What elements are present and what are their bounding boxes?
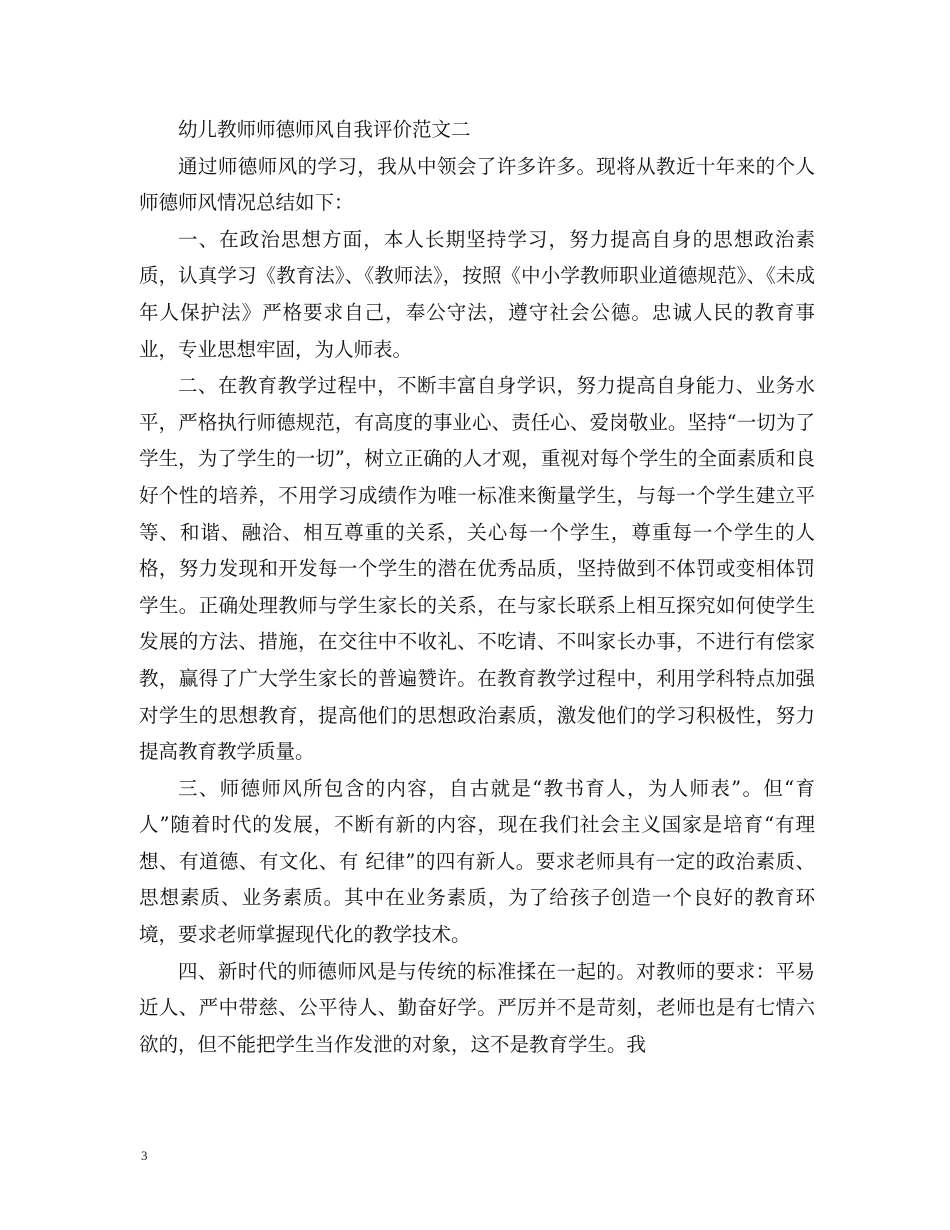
paragraph-teaching-process: 二、在教育教学过程中，不断丰富自身学识，努力提高自身能力、业务水平，严格执行师德规范，有高度的事业心、责任心、爱岗敬业。坚持“一切为了学生，为了学生的一切”，树立正确的人才观，重视对每个学生的全面素质和良好个性的培养，不用学习成绩作为唯一标准来衡量学生，与每一个学生建立平等、和谐、融洽、相互尊重的关系，关心每一个学生，尊重每一个学生的人格，努力发现和开发每一个学生的潜在优秀品质，坚持做到不体罚或变相体罚学生。正确处理教师与学生家长的关系，在与家长联系上相互探究如何使学生发展的方法、措施，在交往中不收礼、不吃请、不叫家长办事，不进行有偿家教，赢得了广大学生家长的普遍赞许。在教育教学过程中，利用学科特点加强对学生的思想教育，提高他们的思想政治素质，激发他们的学习积极性，努力提高教育教学质量。 — [139, 374, 815, 764]
document-title: 幼儿教师师德师风自我评价范文二 — [178, 118, 471, 141]
paragraph-ethics-content: 三、师德师风所包含的内容，自古就是“教书育人，为人师表”。但“育人”随着时代的发展，不断有新的内容，现在我们社会主义国家是培育“有理想、有道德、有文化、有 纪律”的四有新人。要求老师具有一定的政治素质、思想素质、业务素质。其中在业务素质，为了给孩子创造一个良好的教育环境，要求老师掌握现代化的教学技术。 — [139, 776, 815, 947]
paragraph-new-era-ethics: 四、新时代的师德师风是与传统的标准揉在一起的。对教师的要求：平易近人、严中带慈、公平待人、勤奋好学。严厉并不是苛刻，老师也是有七情六欲的，但不能把学生当作发泄的对象，这不是教育学生。我 — [139, 959, 815, 1056]
document-body — [139, 112, 815, 1063]
paragraph-political-thought: 一、在政治思想方面，本人长期坚持学习，努力提高自身的思想政治素质，认真学习《教育法》、《教师法》，按照《中小学教师职业道德规范》、《未成年人保护法》严格要求自己，奉公守法，遵守社会公德。忠诚人民的教育事业，专业思想牢固，为人师表。 — [139, 227, 815, 361]
page-number: 3 — [141, 1148, 148, 1163]
paragraph-intro: 通过师德师风的学习，我从中领会了许多许多。现将从教近十年来的个人师德师风情况总结如下： — [139, 154, 815, 215]
